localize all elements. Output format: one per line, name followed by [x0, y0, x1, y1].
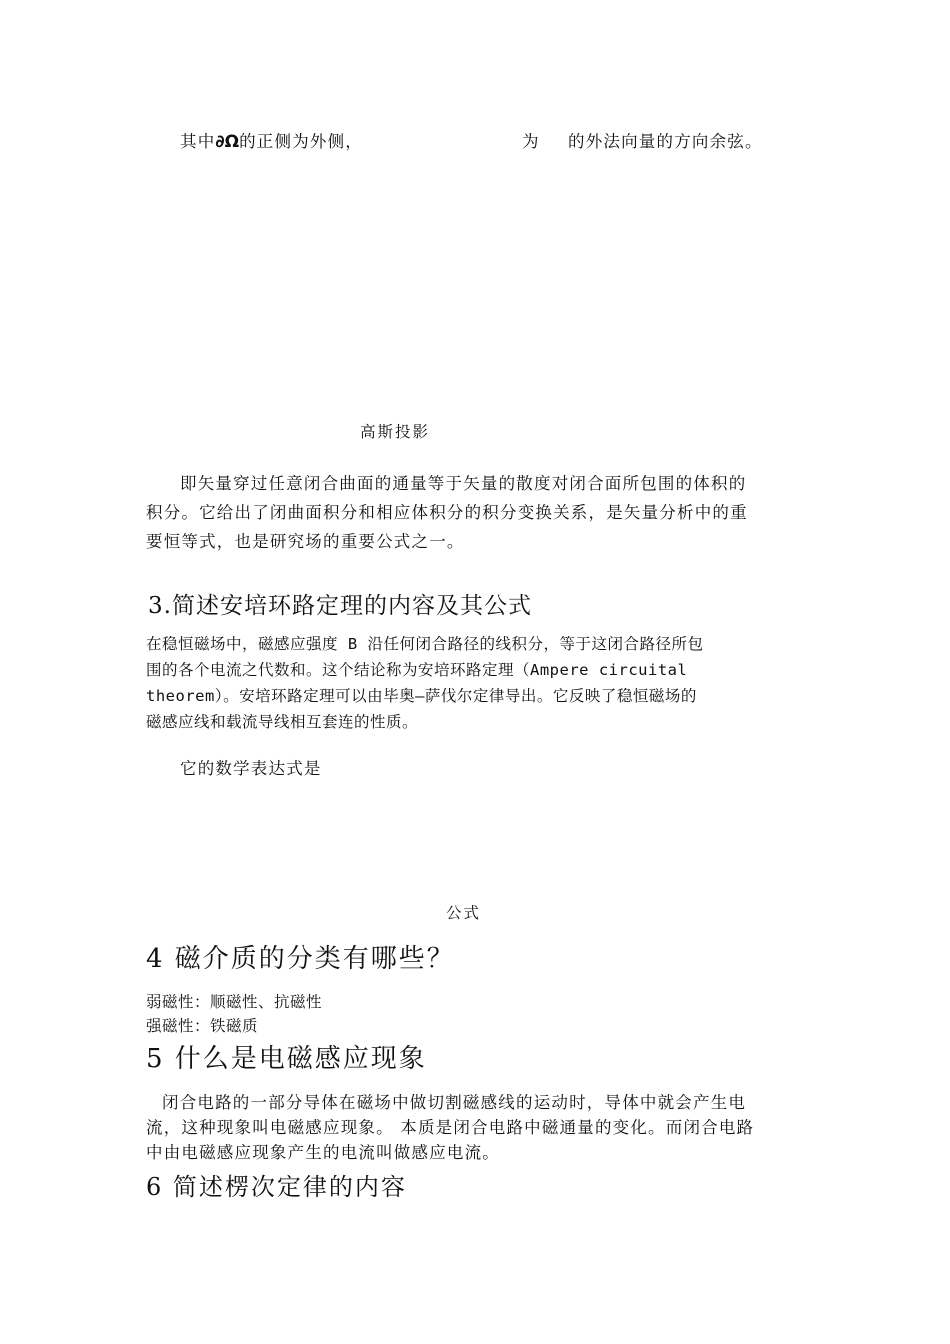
- gauss-para-line-2: 积分。它给出了闭曲面积分和相应体积分的积分变换关系，是矢量分析中的重: [146, 503, 748, 522]
- heading-magnetic-media: 4 磁介质的分类有哪些？: [146, 944, 455, 974]
- weak-magnetism-line: 弱磁性：顺磁性、抗磁性: [146, 993, 323, 1011]
- heading-em-induction: 5 什么是电磁感应现象: [146, 1044, 427, 1074]
- ampere-para-line-2: 围的各个电流之代数和。这个结论称为安培环路定理（Ampere circuital: [146, 661, 688, 679]
- math-expression-intro: 它的数学表达式是: [180, 759, 322, 778]
- boundary-symbol: ∂Ω: [215, 132, 240, 152]
- induction-para-line-3: 中由电磁感应现象产生的电流叫做感应电流。: [146, 1143, 500, 1162]
- intro-line: [180, 128, 363, 152]
- induction-para-line-1: 闭合电路的一部分导体在磁场中做切割磁感线的运动时，导体中就会产生电: [162, 1093, 747, 1112]
- heading-ampere: 3.简述安培环路定理的内容及其公式: [148, 593, 532, 619]
- ampere-para-line-3: theorem）。安培环路定理可以由毕奥—萨伐尔定律导出。它反映了稳恒磁场的: [146, 687, 697, 705]
- caption-gauss-projection: 高斯投影: [360, 423, 431, 441]
- direction-cosine-text: 的外法向量的方向余弦。: [568, 132, 763, 151]
- strong-magnetism-line: 强磁性：铁磁质: [146, 1017, 259, 1035]
- gauss-para-line-3: 要恒等式，也是研究场的重要公式之一。: [146, 532, 465, 551]
- heading-lenz-law: 6 简述楞次定律的内容: [146, 1173, 407, 1201]
- ampere-para-line-1: 在稳恒磁场中，磁感应强度 B 沿任何闭合路径的线积分，等于这闭合路径所包: [146, 635, 704, 653]
- induction-para-line-2: 流，这种现象叫电磁感应现象。 本质是闭合电路中磁通量的变化。而闭合电路: [146, 1118, 755, 1137]
- gauss-para-line-1: 即矢量穿过任意闭合曲面的通量等于矢量的散度对闭合面所包围的体积的: [180, 474, 747, 493]
- intro-suffix: 的正侧为外侧，: [239, 132, 364, 151]
- caption-formula: 公式: [446, 904, 482, 922]
- wei-text: 为: [522, 132, 540, 151]
- ampere-para-line-4: 磁感应线和载流导线相互套连的性质。: [146, 713, 419, 731]
- intro-prefix: 其中: [180, 132, 216, 151]
